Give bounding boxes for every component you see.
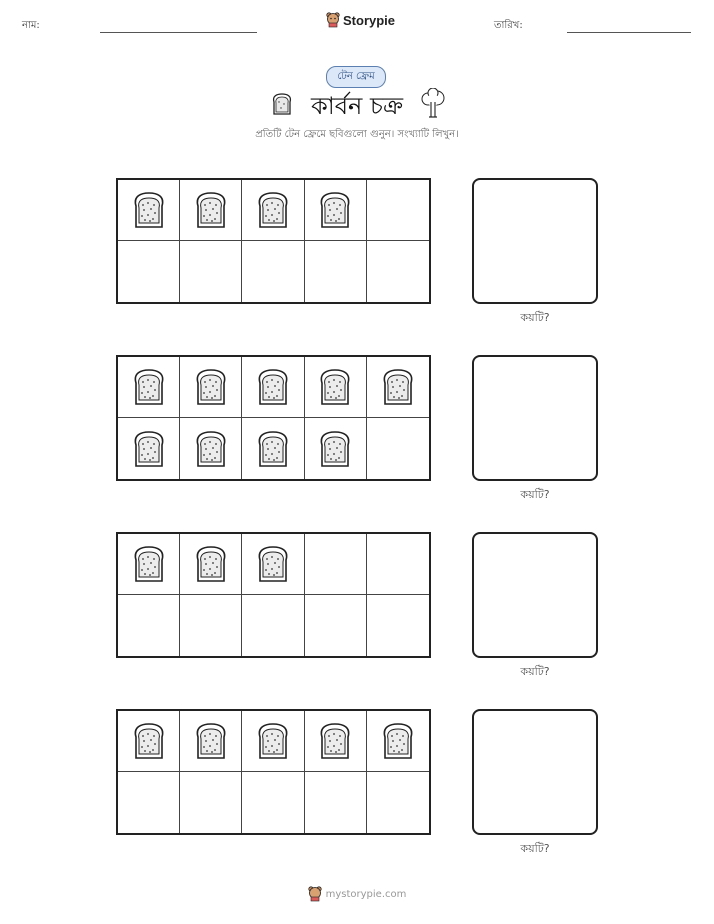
ten-frame-cell xyxy=(305,357,367,418)
ten-frame-cell xyxy=(180,534,242,595)
ten-frame-cell xyxy=(180,595,242,656)
ten-frame-cell xyxy=(180,711,242,772)
bread-icon xyxy=(193,367,229,407)
ten-frame-cell xyxy=(118,711,180,772)
ten-frame-cell xyxy=(242,241,304,302)
bread-icon xyxy=(131,544,167,584)
instruction-text: প্রতিটি টেন ফ্রেমে ছবিগুলো গুনুন। সংখ্যাটি লিখুন। xyxy=(255,129,459,140)
bread-icon xyxy=(255,721,291,761)
ten-frame-cell xyxy=(118,595,180,656)
ten-frame-cell xyxy=(367,418,429,479)
ten-frame-cell xyxy=(180,241,242,302)
ten-frame-cell xyxy=(242,711,304,772)
count-question-label: কয়টি? xyxy=(520,665,550,678)
ten-frame-cell xyxy=(118,534,180,595)
bread-icon xyxy=(193,544,229,584)
ten-frame-cell xyxy=(367,180,429,241)
bread-icon xyxy=(131,367,167,407)
ten-frame-cell xyxy=(305,534,367,595)
ten-frame-cell xyxy=(118,357,180,418)
name-line[interactable] xyxy=(100,32,257,33)
ten-frame-cell xyxy=(242,772,304,833)
ten-frame-cell xyxy=(367,357,429,418)
answer-box[interactable] xyxy=(472,532,598,658)
ten-frame xyxy=(116,532,431,658)
ten-frame-cell xyxy=(242,180,304,241)
count-question-label: কয়টি? xyxy=(520,488,550,501)
ten-frame-cell xyxy=(367,772,429,833)
ten-frame-cell xyxy=(118,180,180,241)
bread-icon xyxy=(317,429,353,469)
ten-frame-cell xyxy=(242,534,304,595)
bread-icon xyxy=(193,429,229,469)
ten-frame-cell xyxy=(367,711,429,772)
count-question-label: কয়টি? xyxy=(520,842,550,855)
bread-icon xyxy=(317,190,353,230)
ten-frame-cell xyxy=(242,418,304,479)
page-title: কার্বন চক্র xyxy=(310,92,404,120)
bread-icon xyxy=(380,367,416,407)
answer-box[interactable] xyxy=(472,709,598,835)
bread-icon xyxy=(255,190,291,230)
bread-icon xyxy=(255,544,291,584)
footer-url: mystorypie.com xyxy=(325,888,407,900)
bread-icon xyxy=(317,721,353,761)
answer-box[interactable] xyxy=(472,178,598,304)
date-line[interactable] xyxy=(567,32,691,33)
topic-tag: টেন ফ্রেম xyxy=(326,66,386,88)
ten-frame-cell xyxy=(180,772,242,833)
brand-logo xyxy=(326,12,395,28)
ten-frame-cell xyxy=(305,711,367,772)
ten-frame xyxy=(116,355,431,481)
bear-mascot-icon xyxy=(308,886,322,902)
ten-frame xyxy=(116,709,431,835)
ten-frame-cell xyxy=(305,180,367,241)
ten-frame-cell xyxy=(180,357,242,418)
ten-frame-cell xyxy=(118,418,180,479)
ten-frame-cell xyxy=(367,595,429,656)
bread-icon xyxy=(131,190,167,230)
bread-icon xyxy=(255,429,291,469)
count-question-label: কয়টি? xyxy=(520,311,550,324)
bread-icon xyxy=(193,190,229,230)
brand-name: Storypie xyxy=(343,12,396,28)
bread-icon xyxy=(193,721,229,761)
footer xyxy=(0,886,714,902)
ten-frame-cell xyxy=(305,418,367,479)
ten-frame-cell xyxy=(305,772,367,833)
ten-frame-cell xyxy=(242,357,304,418)
ten-frame-cell xyxy=(305,241,367,302)
date-label: তারিখ: xyxy=(494,20,523,31)
bread-icon xyxy=(131,429,167,469)
bear-mascot-icon xyxy=(326,12,340,28)
answer-box[interactable] xyxy=(472,355,598,481)
ten-frame-cell xyxy=(180,180,242,241)
ten-frame-cell xyxy=(367,241,429,302)
ten-frame-cell xyxy=(367,534,429,595)
ten-frame-cell xyxy=(118,772,180,833)
bread-icon xyxy=(380,721,416,761)
ten-frame-cell xyxy=(180,418,242,479)
tree-icon xyxy=(419,88,447,120)
name-label: নাম: xyxy=(22,20,40,31)
bread-icon xyxy=(255,367,291,407)
bread-icon xyxy=(131,721,167,761)
bread-icon xyxy=(317,367,353,407)
ten-frame-cell xyxy=(118,241,180,302)
ten-frame-cell xyxy=(305,595,367,656)
ten-frame xyxy=(116,178,431,304)
ten-frame-cell xyxy=(242,595,304,656)
